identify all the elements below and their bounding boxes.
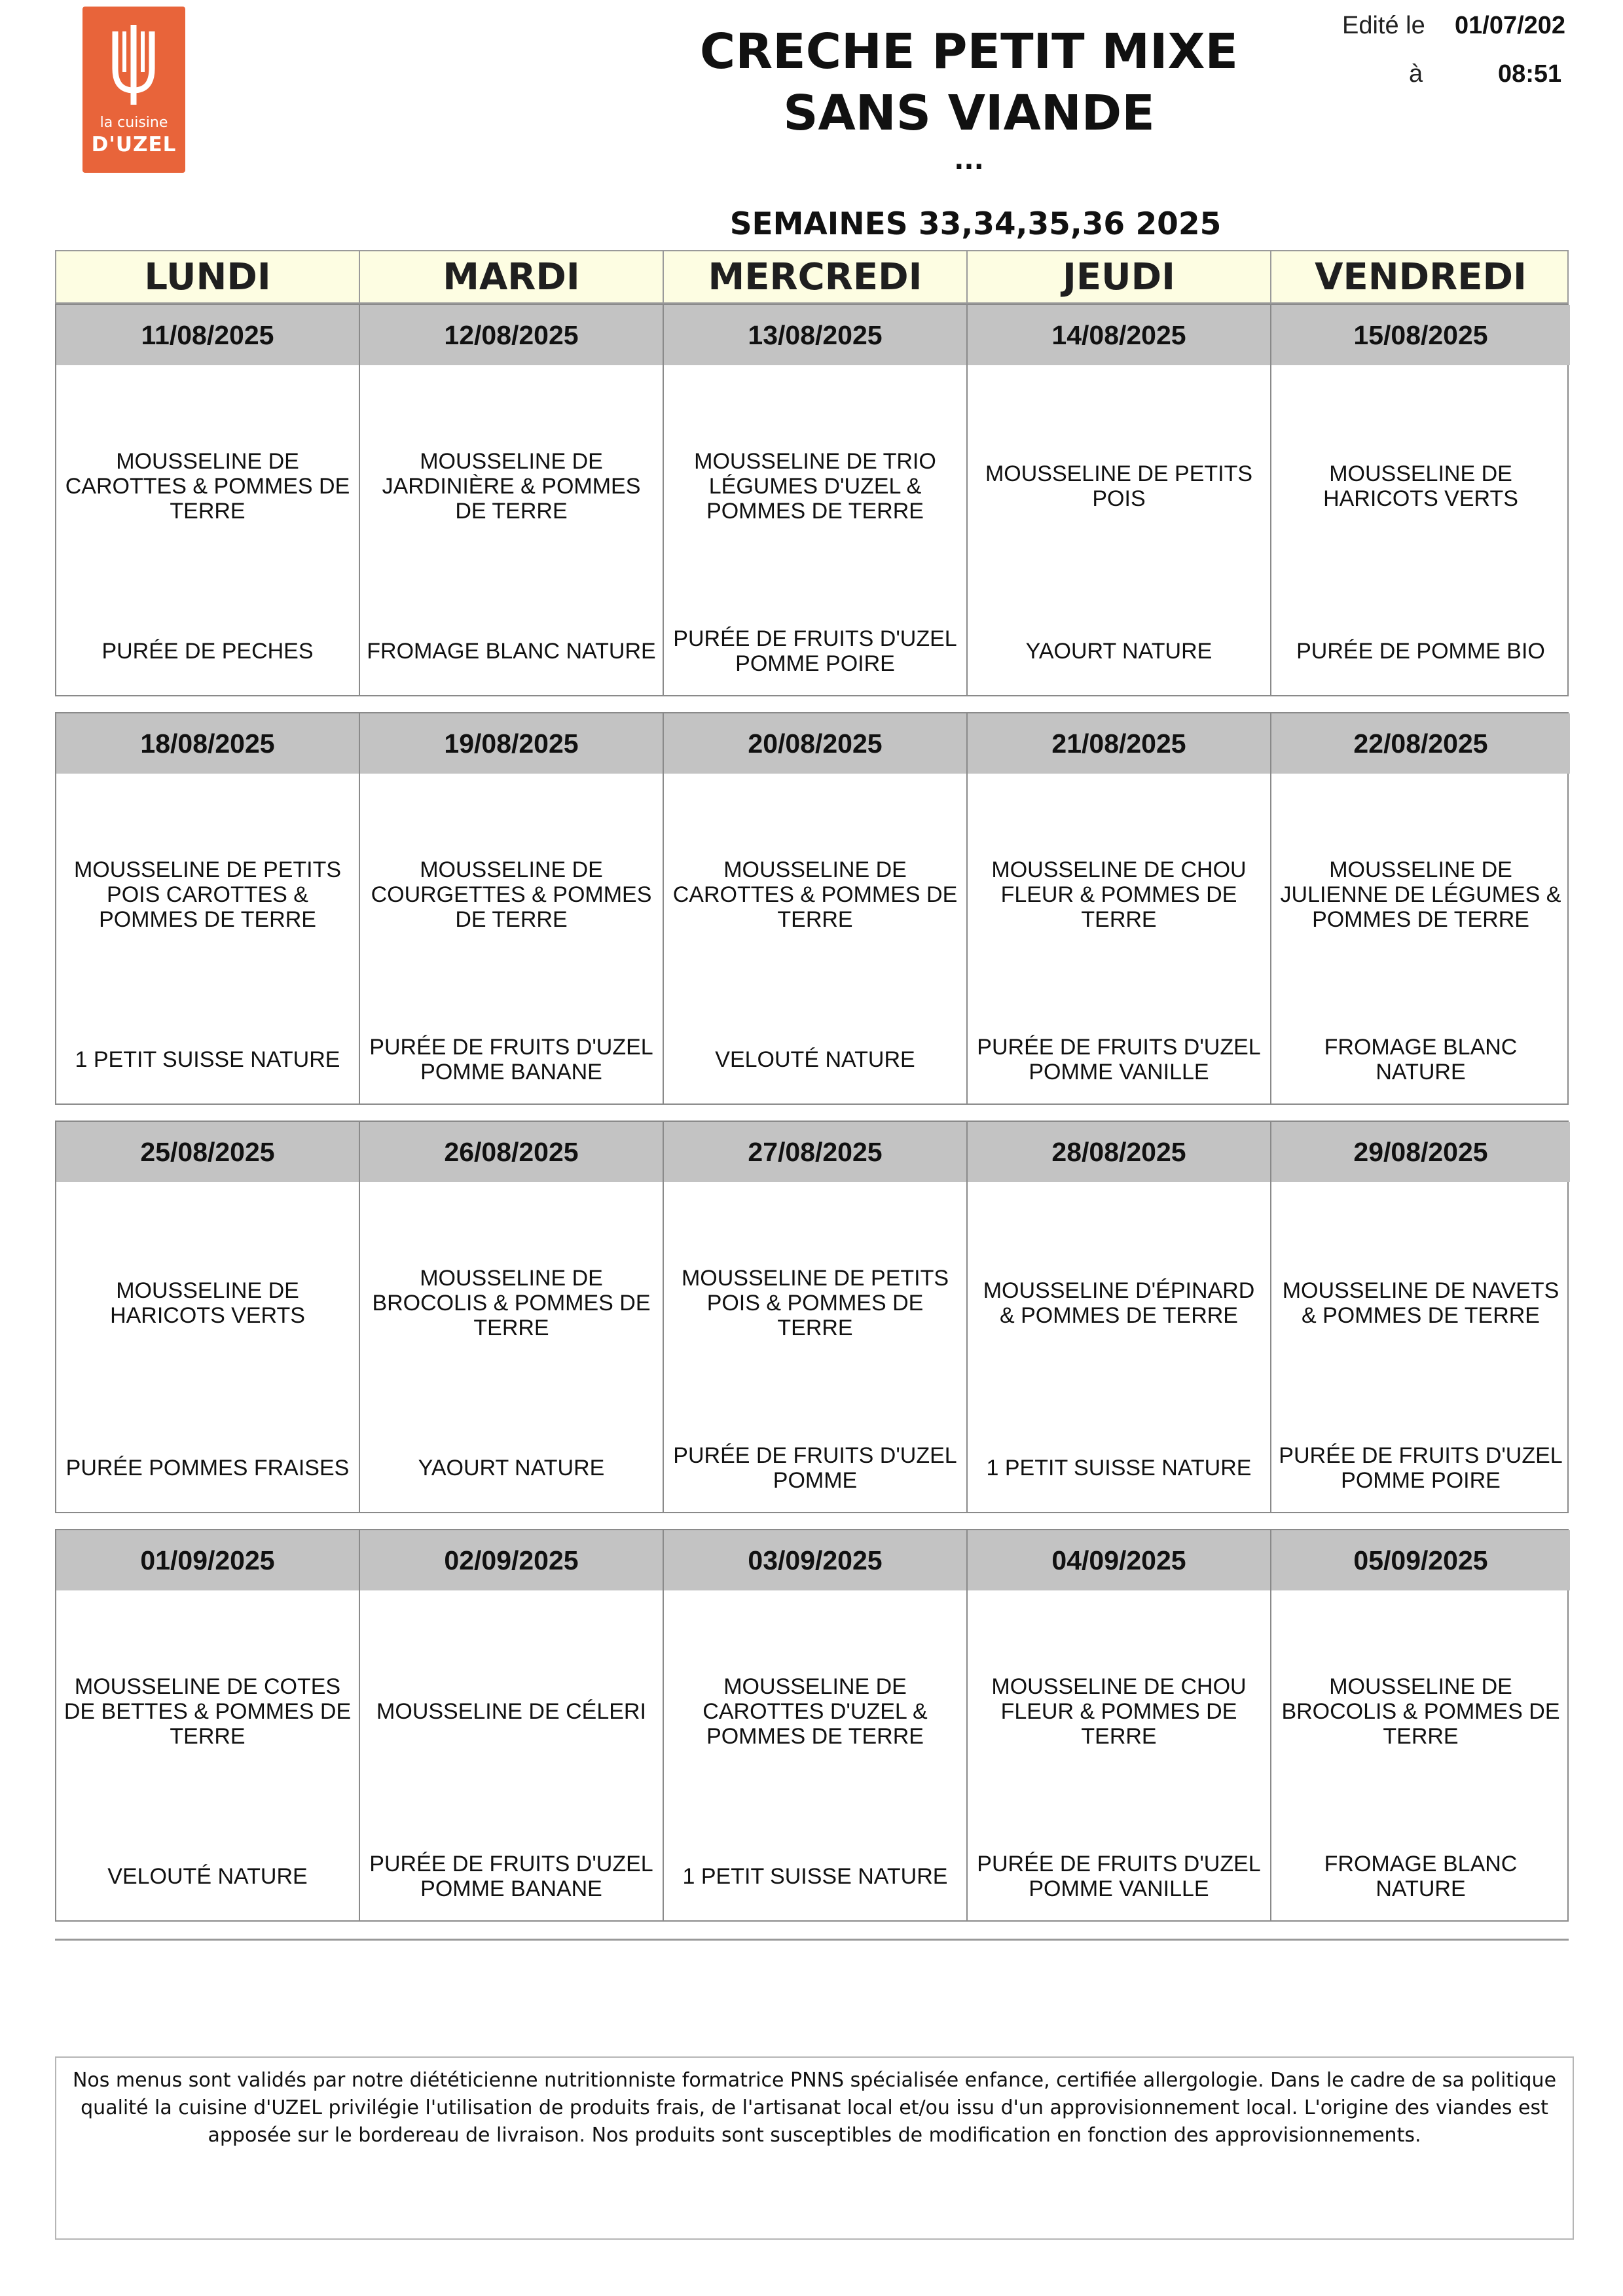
week-block — [55, 1121, 1569, 1513]
day-date: 05/09/2025 — [1271, 1530, 1570, 1590]
brand-logo — [82, 7, 185, 173]
dessert: PURÉE DE PECHES — [101, 639, 314, 664]
day-date: 18/08/2025 — [56, 713, 359, 774]
main-dish: MOUSSELINE DE JULIENNE DE LÉGUMES & POMMES DE TERRE — [1280, 857, 1561, 932]
day-date: 01/09/2025 — [56, 1530, 359, 1590]
main-dish: MOUSSELINE DE BROCOLIS & POMMES DE TERRE — [1281, 1674, 1560, 1749]
day-cell — [1271, 1530, 1570, 1920]
day-cell — [968, 305, 1271, 695]
footer-note: Nos menus sont validés par notre diététicienne nutritionniste formatrice PNNS spécialisée enfance, certifiée allergologie. Dans le cadre de sa politique qualité la cuisine d'UZEL privilégie l'utilisation de produits frais, de l'artisanat local et/ou issu d'un approvisionnement local. L'origine des viandes est apposée sur le bordereau de livraison. Nos produits sont susceptibles de modification en fonction des approvisionnements. — [55, 2056, 1574, 2240]
main-dish: MOUSSELINE DE CÉLERI — [376, 1699, 646, 1724]
dessert: PURÉE DE FRUITS D'UZEL POMME BANANE — [369, 1035, 653, 1085]
day-name: LUNDI — [56, 251, 360, 302]
dessert: PURÉE DE FRUITS D'UZEL POMME — [673, 1443, 957, 1493]
dessert: PURÉE DE FRUITS D'UZEL POMME VANILLE — [977, 1035, 1261, 1085]
day-cell — [664, 1122, 968, 1512]
dessert: VELOUTÉ NATURE — [715, 1047, 915, 1072]
dessert: FROMAGE BLANC NATURE — [367, 639, 656, 664]
main-dish: MOUSSELINE DE CAROTTES & POMMES DE TERRE — [672, 857, 958, 932]
day-cell — [360, 713, 664, 1103]
day-date: 27/08/2025 — [664, 1122, 966, 1182]
page-title: CRECHE PETIT MIXE SANS VIANDE — [699, 24, 1239, 141]
day-name: JEUDI — [968, 251, 1271, 302]
main-dish: MOUSSELINE DE CAROTTES & POMMES DE TERRE — [65, 449, 350, 524]
dessert: PURÉE DE FRUITS D'UZEL POMME VANILLE — [977, 1852, 1261, 1901]
main-dish: MOUSSELINE DE NAVETS & POMMES DE TERRE — [1282, 1278, 1559, 1328]
weeks-subtitle: SEMAINES 33,34,35,36 2025 — [729, 206, 1222, 242]
day-name: MERCREDI — [664, 251, 968, 302]
day-date: 28/08/2025 — [968, 1122, 1270, 1182]
dessert: YAOURT NATURE — [418, 1456, 605, 1480]
weekday-header — [55, 250, 1569, 304]
main-dish: MOUSSELINE DE JARDINIÈRE & POMMES DE TERRE — [382, 449, 641, 524]
brand-line1: la cuisine — [100, 115, 168, 131]
main-dish: MOUSSELINE DE TRIO LÉGUMES D'UZEL & POMMES DE TERRE — [694, 449, 936, 524]
day-date: 02/09/2025 — [360, 1530, 663, 1590]
day-date: 25/08/2025 — [56, 1122, 359, 1182]
main-dish: MOUSSELINE D'ÉPINARD & POMMES DE TERRE — [983, 1278, 1255, 1328]
fork-icon — [82, 7, 185, 111]
main-dish: MOUSSELINE DE HARICOTS VERTS — [110, 1278, 305, 1328]
day-cell — [1271, 1122, 1570, 1512]
week-block — [55, 1529, 1569, 1922]
dessert: FROMAGE BLANC NATURE — [1324, 1035, 1518, 1085]
day-date: 13/08/2025 — [664, 305, 966, 365]
main-dish: MOUSSELINE DE BROCOLIS & POMMES DE TERRE — [372, 1266, 651, 1340]
main-dish: MOUSSELINE DE CHOU FLEUR & POMMES DE TERRE — [991, 857, 1247, 932]
edited-time: 08:51 — [1498, 60, 1562, 88]
day-date: 20/08/2025 — [664, 713, 966, 774]
day-cell — [1271, 713, 1570, 1103]
dessert: PURÉE DE FRUITS D'UZEL POMME POIRE — [1279, 1443, 1563, 1493]
day-cell — [360, 1530, 664, 1920]
day-cell — [968, 1122, 1271, 1512]
brand-line2: D'UZEL — [91, 133, 177, 156]
edited-date: 01/07/202 — [1455, 12, 1566, 39]
day-date: 15/08/2025 — [1271, 305, 1570, 365]
week-block — [55, 712, 1569, 1105]
week-block — [55, 304, 1569, 696]
dessert: PURÉE POMMES FRAISES — [65, 1456, 350, 1480]
main-dish: MOUSSELINE DE CAROTTES D'UZEL & POMMES DE TERRE — [702, 1674, 928, 1749]
day-cell — [664, 1530, 968, 1920]
dessert: VELOUTÉ NATURE — [107, 1864, 308, 1889]
day-date: 19/08/2025 — [360, 713, 663, 774]
day-cell — [968, 713, 1271, 1103]
day-name: VENDREDI — [1315, 255, 1527, 298]
dessert: PURÉE DE FRUITS D'UZEL POMME BANANE — [369, 1852, 653, 1901]
time-label: à — [1409, 60, 1423, 88]
main-dish: MOUSSELINE DE CHOU FLEUR & POMMES DE TERRE — [991, 1674, 1247, 1749]
dessert: YAOURT NATURE — [1025, 639, 1213, 664]
dessert: 1 PETIT SUISSE NATURE — [682, 1864, 948, 1889]
day-date: 12/08/2025 — [360, 305, 663, 365]
day-date: 21/08/2025 — [968, 713, 1270, 774]
day-cell — [664, 305, 968, 695]
day-date: 11/08/2025 — [56, 305, 359, 365]
day-date: 22/08/2025 — [1271, 713, 1570, 774]
dessert: PURÉE DE FRUITS D'UZEL POMME POIRE — [673, 626, 957, 676]
day-cell — [664, 713, 968, 1103]
day-cell — [56, 713, 360, 1103]
day-date: 03/09/2025 — [664, 1530, 966, 1590]
edited-label: Edité le — [1342, 12, 1425, 39]
day-cell — [56, 1530, 360, 1920]
main-dish: MOUSSELINE DE PETITS POIS & POMMES DE TERRE — [681, 1266, 949, 1340]
day-cell — [56, 1122, 360, 1512]
main-dish: MOUSSELINE DE COTES DE BETTES & POMMES DE TERRE — [64, 1674, 352, 1749]
day-name: MARDI — [360, 251, 664, 302]
dessert: PURÉE DE POMME BIO — [1296, 639, 1545, 664]
main-dish: MOUSSELINE DE PETITS POIS — [985, 461, 1253, 511]
title-ellipsis: ... — [954, 145, 984, 175]
main-dish: MOUSSELINE DE HARICOTS VERTS — [1323, 461, 1518, 511]
day-cell — [360, 305, 664, 695]
day-date: 04/09/2025 — [968, 1530, 1270, 1590]
day-date: 26/08/2025 — [360, 1122, 663, 1182]
day-cell — [1271, 305, 1570, 695]
day-date: 29/08/2025 — [1271, 1122, 1570, 1182]
day-cell — [968, 1530, 1271, 1920]
main-dish: MOUSSELINE DE COURGETTES & POMMES DE TERRE — [371, 857, 652, 932]
day-cell — [56, 305, 360, 695]
day-date: 14/08/2025 — [968, 305, 1270, 365]
divider — [55, 1939, 1569, 1941]
dessert: 1 PETIT SUISSE NATURE — [986, 1456, 1252, 1480]
main-dish: MOUSSELINE DE PETITS POIS CAROTTES & POMMES DE TERRE — [73, 857, 342, 932]
day-cell — [360, 1122, 664, 1512]
dessert: FROMAGE BLANC NATURE — [1324, 1852, 1518, 1901]
dessert: 1 PETIT SUISSE NATURE — [75, 1047, 340, 1072]
